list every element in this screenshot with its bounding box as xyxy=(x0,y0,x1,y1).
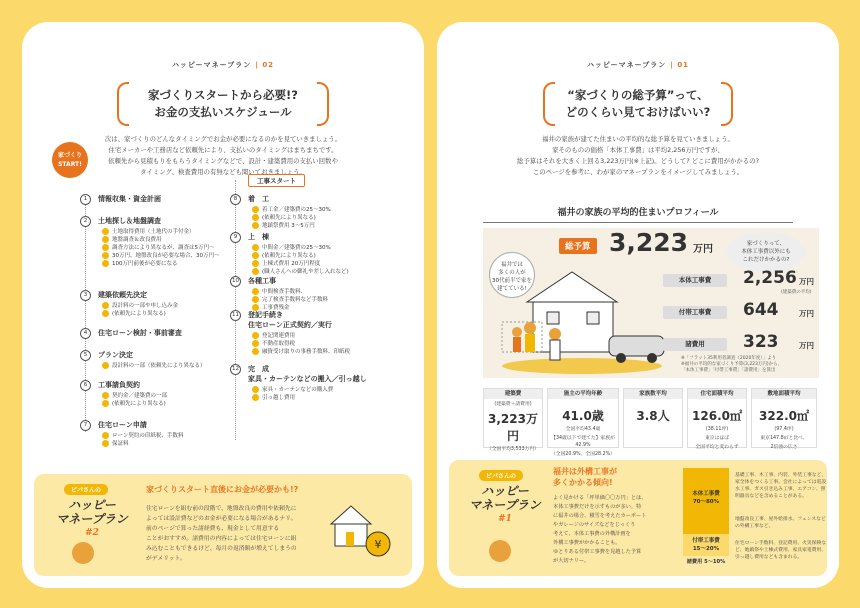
intro-line: 総予算はそれを大きく上回る3,223万円(※上記)。どうして? どこに費用がかかるの? xyxy=(517,157,759,165)
coin-icon xyxy=(252,348,259,355)
coin-icon xyxy=(252,206,259,213)
coin-icon xyxy=(102,440,109,447)
step-title: 住宅ローン検討・事前審査 xyxy=(98,329,182,337)
cost-text: (依頼先により異なる) xyxy=(262,253,316,259)
stat-value: 126.0㎡ xyxy=(692,409,742,423)
coin-icon xyxy=(252,296,259,303)
stat-sub: 全国平均43.4歳 xyxy=(565,427,601,432)
cost-text: (依頼先により異なる) xyxy=(112,311,166,317)
header-title: ハッピーマネープラン xyxy=(171,61,252,69)
intro-line: 次は、家づくりのどんなタイミングでお金が必要になるのかを見ていきましょう。 xyxy=(104,135,342,143)
step-cost-item xyxy=(252,394,295,402)
step-cost-item xyxy=(102,362,206,370)
bar-misc xyxy=(683,556,729,568)
stat-value: 3.8人 xyxy=(636,409,670,423)
cost-text: 設計料の一部や申し込み金 xyxy=(112,303,179,309)
stat-pre: (建築費＋諸費用) xyxy=(494,402,532,407)
cost-text: 調査方法により異なるが、調査は5万円〜 xyxy=(112,245,215,251)
tip-line: よく見かける「坪単価〇〇万円」とは、 xyxy=(553,495,647,501)
step-cost-item xyxy=(102,228,195,236)
right-page xyxy=(437,22,839,588)
bar-pct: 5〜10% xyxy=(704,559,726,565)
bubble-line: 多くの人が xyxy=(498,270,526,276)
stat-sub: （全国20.9%、全国28.2%） xyxy=(550,452,616,457)
step-number: 6 xyxy=(80,380,91,391)
step-cost-item xyxy=(252,296,328,304)
cost-text: ローン契約の印紙税、手数料 xyxy=(112,433,184,439)
coin-icon xyxy=(102,310,109,317)
coin-icon xyxy=(252,222,259,229)
coin-icon xyxy=(252,252,259,259)
happy-money-plan-logo xyxy=(48,498,136,540)
mascot-icon xyxy=(72,542,94,564)
tip-line: 住宅ローンを組む前の段階で、地盤改良の費用や依頼先に xyxy=(146,506,297,512)
step-cost-item xyxy=(102,260,178,268)
stat-label: 住宅面積平均 xyxy=(688,389,746,399)
bar-pct: 15〜20% xyxy=(692,546,720,552)
step-number: 8 xyxy=(230,194,241,205)
bubble-line: 建てている! xyxy=(497,286,527,292)
step-cost-item xyxy=(252,386,333,394)
coin-icon xyxy=(102,260,109,267)
cost-text: 保証料 xyxy=(112,441,129,447)
step-cost-item xyxy=(252,340,295,348)
coin-icon xyxy=(102,236,109,243)
question-cloud xyxy=(727,232,805,272)
tip-line: やガレージのサイズなどをじっくり xyxy=(553,522,636,528)
note-line: 「本体工事費」「付帯工事費」「諸費用」を算出 xyxy=(681,368,776,373)
coin-icon xyxy=(252,288,259,295)
title-line-1: “家づくりの総予算”って、 xyxy=(567,88,709,102)
koji-start-tag: 工事スタート xyxy=(248,174,305,187)
logo-line: マネープラン xyxy=(56,512,128,526)
coin-icon xyxy=(252,340,259,347)
page-header xyxy=(22,60,424,70)
cost-text: 上棟式費用 20万円程度 xyxy=(262,261,321,267)
cost-text: 着工金／建築費の25〜30% xyxy=(262,207,331,213)
stat-card xyxy=(483,388,543,452)
intro-line: タイミング、検査費用の有無なども聞いておきましょう。 xyxy=(140,168,306,176)
profile-title: 福井の家族の平均的住まいプロフィール xyxy=(483,205,793,223)
logo-number: #2 xyxy=(85,528,99,538)
step-cost-item xyxy=(102,236,162,244)
step-number: 9 xyxy=(230,232,241,243)
coin-icon xyxy=(102,228,109,235)
cost-text: 地盤調査＆改良費用 xyxy=(112,237,162,243)
yen-label: ¥ xyxy=(374,538,382,551)
step-title: 各種工事 xyxy=(248,277,276,285)
start-badge xyxy=(52,142,88,178)
step-title: 上 棟 xyxy=(248,233,269,241)
step-cost-item xyxy=(252,206,331,214)
step-title: 工事請負契約 xyxy=(98,381,140,389)
intro-line: 住宅メーカーや工務店など依頼先により、支払いのタイミングはまちまちです。 xyxy=(108,146,338,154)
step-cost-item xyxy=(102,310,166,318)
page-number: | 01 xyxy=(670,61,690,69)
step-cost-item xyxy=(102,252,220,260)
step-title: 土地探し＆地盤調査 xyxy=(98,217,161,225)
stat-sub: (97.4坪) xyxy=(774,427,794,432)
bar-label: 付帯工事費 xyxy=(692,538,720,544)
coin-icon xyxy=(252,244,259,251)
stat-label: 敷地面積平均 xyxy=(752,389,816,399)
coin-icon xyxy=(102,392,109,399)
step-title-2: 住宅ローン正式契約／実行 xyxy=(248,321,332,329)
cost-text: (職人さんへの御礼や差し入れなど) xyxy=(262,269,349,275)
coin-icon xyxy=(252,332,259,339)
step-cost-item xyxy=(252,244,331,252)
left-page xyxy=(22,22,424,588)
tip-body xyxy=(553,494,678,566)
step-number: 11 xyxy=(230,310,241,321)
breakdown-label: 本体工事費 xyxy=(663,274,727,287)
intro-line: 家そのものの価格「本体工事費」は平均2,256万円ですが、 xyxy=(552,146,724,154)
step-title: 完 成 xyxy=(248,365,269,373)
house-family-illustration xyxy=(497,262,667,376)
total-budget-label: 総予算 xyxy=(559,238,597,254)
total-budget-value: 3,223 xyxy=(609,228,689,257)
steps-right xyxy=(230,194,410,464)
note-line: ※「フラット35利用者調査（2020年度）」より xyxy=(681,356,777,361)
title-line-2: お金の支払いスケジュール xyxy=(154,105,292,119)
cost-text: 中間検査手数料、 xyxy=(262,289,307,295)
coin-icon xyxy=(252,260,259,267)
cost-text: (依頼先により異なる) xyxy=(112,401,166,407)
tip-title-line: 多くかかる傾向! xyxy=(553,478,613,487)
step-number: 10 xyxy=(230,276,241,287)
stat-value: 41.0歳 xyxy=(562,409,604,423)
step-title: 情報収集・資金計画 xyxy=(98,195,161,203)
breakdown-label: 付帯工事費 xyxy=(663,306,727,319)
bar-sub xyxy=(683,534,729,556)
tip-line: 考えて、本体工事費の外構計画を xyxy=(553,531,631,537)
coin-icon xyxy=(252,394,259,401)
tip-line: が大切ナリー。 xyxy=(553,558,590,564)
step-number: 5 xyxy=(80,350,91,361)
coin-icon xyxy=(102,362,109,369)
logo-line: マネープラン xyxy=(469,498,541,512)
tip-line: よっては設計費などのお金が必要になる場合があるナリ。 xyxy=(146,516,297,522)
breakdown-value: 323 xyxy=(743,332,779,352)
step-cost-item xyxy=(252,260,320,268)
step-number: 1 xyxy=(80,194,91,205)
title-line-1: 家づくりスタートから必要!? xyxy=(148,88,298,102)
page-title xyxy=(543,82,733,126)
step-cost-item xyxy=(102,244,215,252)
step-cost-item xyxy=(102,440,129,448)
step-cost-item xyxy=(252,268,349,276)
stat-sub: (38.11坪) xyxy=(705,427,729,432)
source-note xyxy=(681,356,782,374)
stat-sub: 全国平均と変わらず xyxy=(695,445,739,450)
stat-card xyxy=(623,388,683,448)
cost-note: 基礎工事、木工事、内装、外装工事など、家全体をつくる工事。会社によっては電設水工事、ガス引き込み工事、エアコン、照明器具などを含めることがある。 xyxy=(735,473,827,499)
step-title: 着 工 xyxy=(248,195,269,203)
tip-title: 家づくりスタート直後にお金が必要かも!? xyxy=(146,485,299,494)
step-cost-item xyxy=(252,288,306,296)
tip-tag: ピパさんの xyxy=(479,470,523,481)
bar-main xyxy=(683,468,729,534)
bubble-line: 30代前半で家を xyxy=(492,278,532,284)
breakdown-value: 2,256 xyxy=(743,268,797,288)
stat-sub: 東京はほぼ xyxy=(705,436,729,441)
page-title xyxy=(117,82,329,126)
coin-icon xyxy=(102,244,109,251)
mascot-icon xyxy=(489,540,511,562)
step-title-2: 家具・カーテンなどの搬入／引っ越し xyxy=(248,375,367,383)
step-number: 4 xyxy=(80,328,91,339)
cost-text: 30万円、地盤改良が必要な場合、30万円〜 xyxy=(112,253,220,259)
cost-text: 融資受け取りの事務手数料、印紙税 xyxy=(262,349,351,355)
intro-line: 福井の家族が建てた住まいの平均的な総予算を見ていきましょう。 xyxy=(542,135,734,143)
cost-text: 不動産取得税 xyxy=(262,341,296,347)
house-coin-icon xyxy=(326,494,396,564)
cost-text: 地鎮祭費用 3〜5万円 xyxy=(262,223,315,229)
coin-icon xyxy=(102,400,109,407)
cost-text: 契約金／建築費の一部 xyxy=(112,393,168,399)
bubble-line: 福井では xyxy=(500,262,523,268)
coin-icon xyxy=(102,302,109,309)
stat-card xyxy=(687,388,747,448)
tip-tag: ピパさんの xyxy=(64,484,108,495)
stat-card xyxy=(547,388,619,457)
tip-panel xyxy=(449,460,827,576)
tip-title xyxy=(553,466,617,488)
tip-line: ことがおすすめ。諸費用の内容によっては住宅ローンに組 xyxy=(146,536,297,542)
stat-value: 3,223万円 xyxy=(488,412,538,443)
stat-sub: 東京147.8㎡と比べ、 xyxy=(760,436,808,441)
cost-text: 引っ越し費用 xyxy=(262,395,296,401)
cloud-line: 本体工事費以外にも xyxy=(741,249,791,255)
step-title: プラン決定 xyxy=(98,351,133,359)
tip-panel xyxy=(34,474,412,576)
cost-text: 登記関連費用 xyxy=(262,333,296,339)
step-number: 3 xyxy=(80,290,91,301)
step-cost-item xyxy=(252,348,350,356)
total-budget-unit: 万円 xyxy=(693,244,713,255)
cost-notes xyxy=(735,472,827,561)
breakdown-note: (建築費の平均) xyxy=(781,290,812,295)
bar-pct: 70〜80% xyxy=(692,499,720,505)
bar-label: 本体工事費 xyxy=(692,491,720,497)
cost-ratio-bar xyxy=(683,468,729,568)
intro-line: 依頼先から見積もりをもらうタイミングなどで、設計・建築費用の支払い回数や xyxy=(108,157,338,165)
step-number: 2 xyxy=(80,216,91,227)
page-header xyxy=(437,60,839,70)
badge-line: 家づくり xyxy=(57,152,82,159)
page-number: | 02 xyxy=(255,61,275,69)
tip-title-line: 福井は外構工事が xyxy=(553,467,617,476)
step-cost-item xyxy=(102,392,167,400)
breakdown-label: 諸費用 xyxy=(663,338,727,351)
steps-left xyxy=(80,194,240,454)
cloud-line: 家づくりって、 xyxy=(746,241,786,247)
coin-icon xyxy=(252,214,259,221)
step-cost-item xyxy=(252,214,316,222)
cost-text: 工事費残金 xyxy=(262,305,290,311)
title-line-2: どのくらい見ておけばいい? xyxy=(565,105,711,119)
cost-text: 土地取得費用（土地代の手付金） xyxy=(112,229,195,235)
stat-sub: （全国平均3,533万円） xyxy=(486,447,540,452)
cost-note: 地盤改良工事、屋外給排水、フェンスなどの外構工事など。 xyxy=(735,517,826,529)
tip-line: ゆとりある付帯工事費を見越した予算 xyxy=(553,549,642,555)
breakdown-value: 644 xyxy=(743,300,779,320)
breakdown-unit: 万円 xyxy=(799,277,814,286)
tip-line: に福井の場合、積雪を考えたカーポート xyxy=(553,513,647,519)
coin-icon xyxy=(102,432,109,439)
tip-line: がデメリット。 xyxy=(146,556,186,562)
stat-value: 322.0㎡ xyxy=(759,409,809,423)
stat-label: 施主の平均年齢 xyxy=(548,389,618,399)
tip-line: 前のページで算った諸経費も、現金として用意する xyxy=(146,526,280,532)
stat-sub: 2倍強の広さ xyxy=(770,445,798,450)
step-cost-item xyxy=(102,302,178,310)
step-number: 12 xyxy=(230,364,241,375)
logo-line: ハッピー xyxy=(68,498,116,512)
breakdown-unit: 万円 xyxy=(799,341,814,350)
step-title: 建築依頼先決定 xyxy=(98,291,147,299)
coin-icon xyxy=(252,386,259,393)
step-title: 登記手続き xyxy=(248,311,283,319)
logo-number: #1 xyxy=(498,514,512,524)
badge-line: START! xyxy=(58,161,82,168)
stat-label: 建築費 xyxy=(484,389,542,399)
tip-line: み込むこともできるけど、毎月の返済額が増えてしまうの xyxy=(146,546,297,552)
cloud-line: これだけかかるの? xyxy=(742,257,790,263)
cost-text: 100万円前後が必要になる xyxy=(112,261,178,267)
tip-line: 本体工事費だけを示すものが多い。特 xyxy=(553,504,642,510)
header-title: ハッピーマネープラン xyxy=(586,61,667,69)
logo-line: ハッピー xyxy=(481,484,529,498)
step-number: 7 xyxy=(80,420,91,431)
step-cost-item xyxy=(102,400,166,408)
bar-label: 諸費用 xyxy=(686,559,703,565)
step-title: 住宅ローン申請 xyxy=(98,421,147,429)
intro-line: このページを参考に、わが家のマネープランをイメージしてみましょう。 xyxy=(532,168,744,176)
stat-sub: 【34歳以下で建てた】家族が42.9% xyxy=(551,436,615,448)
step-cost-item xyxy=(252,252,316,260)
tip-body xyxy=(146,504,314,564)
happy-money-plan-logo xyxy=(463,484,547,526)
intro-text xyxy=(437,134,839,178)
cost-text: 中間金／建築費の25〜30% xyxy=(262,245,331,251)
stat-card xyxy=(751,388,817,448)
step-cost-item xyxy=(252,332,295,340)
step-cost-item xyxy=(252,222,315,230)
cost-text: (依頼先により異なる) xyxy=(262,215,316,221)
coin-icon xyxy=(102,252,109,259)
coin-icon xyxy=(252,268,259,275)
tip-line: 外構工事費がかかることも。 xyxy=(553,540,621,546)
breakdown-unit: 万円 xyxy=(799,309,814,318)
cost-note: 住宅ローン手数料、登記費用、火災保険など、地鎮祭や上棟式費用、家具家電費用、引っ越し費用なども含まれる。 xyxy=(735,541,827,560)
stat-label: 家族数平均 xyxy=(624,389,682,399)
cost-text: 完了検査手数料など手数料 xyxy=(262,297,329,303)
step-cost-item xyxy=(102,432,183,440)
cost-text: 設計料の一部（依頼先により異なる） xyxy=(112,363,206,369)
note-line: ※福井の平均的な家づくり予算(3,223万円)から、 xyxy=(681,362,783,367)
cost-text: 家具・カーテンなどの購入費 xyxy=(262,387,334,393)
